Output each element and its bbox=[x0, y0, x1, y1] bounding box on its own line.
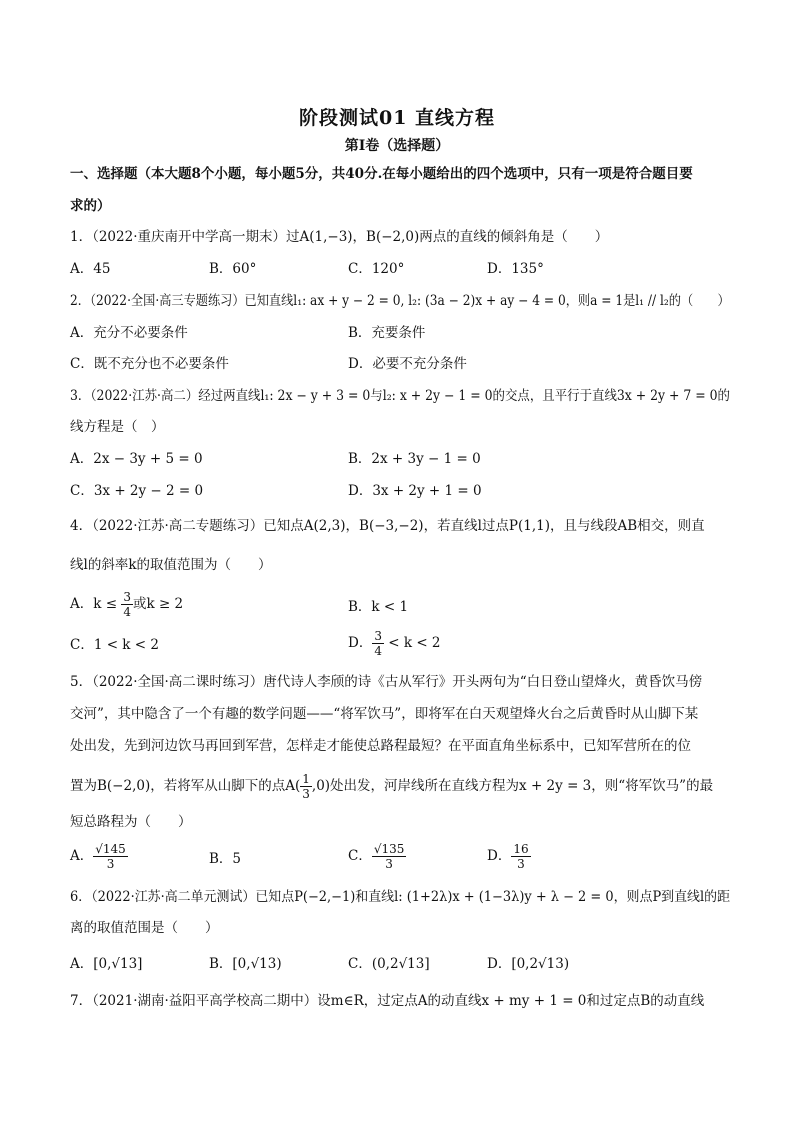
q5-stem-cont-1: 交河”，其中隐含了一个有趣的数学问题——“将军饮马”，即将军在白天观望烽火台之后黄昏时从山脚下某 bbox=[70, 706, 699, 722]
q1-option-d: D．135° bbox=[487, 261, 544, 277]
page-title: 阶段测试01 直线方程 bbox=[298, 107, 496, 129]
q4-stem: 4．（2022·江苏·高二专题练习）已知点A(2,3)，B(−3,−2)，若直线l过点P(1,1)，且与线段AB相交，则直 bbox=[70, 518, 705, 534]
q5-option-b: B．5 bbox=[209, 851, 242, 867]
q5-stem-cont-4: 短总路程为（ ） bbox=[70, 814, 192, 830]
q3-stem: 3．（2022·江苏·高二）经过两直线l₁: 2x − y + 3 = 0与l₂: x + 2y − 1 = 0的交点，且平行于直线3x + 2y + 7 = 0的 bbox=[70, 388, 730, 404]
q3-option-a: A．2x − 3y + 5 = 0 bbox=[70, 451, 203, 467]
section-heading-cont: 求的） bbox=[70, 198, 111, 214]
fraction: $\frac{3}{4}$ bbox=[374, 629, 382, 658]
q2-option-b: B．充要条件 bbox=[348, 325, 426, 341]
fraction: $\frac{1}{3}$ bbox=[302, 772, 310, 801]
q3-option-d: D．3x + 2y + 1 = 0 bbox=[348, 483, 482, 499]
q6-stem: 6．（2022·江苏·高二单元测试）已知点P(−2,−1)和直线l: (1+2λ)x + (1−3λ)y + λ − 2 = 0，则点P到直线l的距 bbox=[70, 889, 731, 905]
q1-stem: 1．（2022·重庆南开中学高一期末）过A(1,−3)，B(−2,0)两点的直线的倾斜角是（ ） bbox=[70, 229, 609, 245]
q3-stem-cont: 线方程是（ ） bbox=[70, 419, 165, 435]
q3-option-c: C．3x + 2y − 2 = 0 bbox=[70, 483, 204, 499]
q1-option-c: C．120° bbox=[348, 261, 405, 277]
fraction: $\frac{√135}{3}$ bbox=[373, 842, 405, 871]
q6-stem-cont: 离的取值范围是（ ） bbox=[70, 920, 219, 936]
q5-option-a: A． $\frac{√145}{3}$ bbox=[70, 842, 126, 871]
q5-stem-cont-3: 置为B(−2,0)，若将军从山脚下的点A( $\frac{1}{3}$ ,0)处出发，河岸线所在直线方程为x + 2y = 3，则“将军饮马”的最 bbox=[70, 772, 714, 801]
q2-option-a: A．充分不必要条件 bbox=[70, 325, 188, 341]
q7-stem: 7．（2021·湖南·益阳平高学校高二期中）设m∈R，过定点A的动直线x + my + 1 = 0和过定点B的动直线 bbox=[70, 993, 705, 1009]
q6-option-b: B．[0,√13) bbox=[209, 956, 282, 972]
q6-option-d: D．[0,2√13) bbox=[487, 956, 570, 972]
fraction: $\frac{3}{4}$ bbox=[123, 590, 131, 619]
fraction: $\frac{√145}{3}$ bbox=[95, 842, 126, 871]
q4-option-a: A．k ≤ $\frac{3}{4}$ 或k ≥ 2 bbox=[70, 590, 184, 619]
q3-option-b: B．2x + 3y − 1 = 0 bbox=[348, 451, 481, 467]
q2-option-d: D．必要不充分条件 bbox=[348, 356, 467, 372]
q4-option-b: B．k < 1 bbox=[348, 599, 409, 615]
q5-option-d: D． $\frac{16}{3}$ bbox=[487, 842, 529, 871]
q5-stem-cont-2: 处出发，先到河边饮马再回到军营，怎样走才能使总路程最短？在平面直角坐标系中，已知军营所在的位 bbox=[70, 738, 691, 754]
q5-option-c: C． $\frac{√135}{3}$ bbox=[348, 842, 405, 871]
q2-option-c: C．既不充分也不必要条件 bbox=[70, 356, 229, 372]
section-heading: 一、选择题（本大题8个小题，每小题5分，共40分.在每小题给出的四个选项中，只有一项是符合题目要 bbox=[70, 166, 693, 182]
q1-option-a: A．45 bbox=[70, 261, 111, 277]
q1-option-b: B．60° bbox=[209, 261, 257, 277]
q4-option-d: D． $\frac{3}{4}$ < k < 2 bbox=[348, 629, 441, 658]
q4-option-c: C．1 < k < 2 bbox=[70, 637, 159, 653]
q2-stem: 2．（2022·全国·高三专题练习）已知直线l₁: ax + y − 2 = 0, l₂: (3a − 2)x + ay − 4 = 0，则a = 1是l₁ // l₂的（ ） bbox=[70, 293, 730, 309]
q6-option-a: A．[0,√13] bbox=[70, 956, 143, 972]
fraction: $\frac{16}{3}$ bbox=[513, 842, 529, 871]
page-subtitle: 第I卷（选择题） bbox=[344, 138, 450, 154]
q4-stem-cont: 线l的斜率k的取值范围为（ ） bbox=[70, 557, 272, 573]
q6-option-c: C．(0,2√13] bbox=[348, 956, 430, 972]
q5-stem: 5．（2022·全国·高二课时练习）唐代诗人李颀的诗《古从军行》开头两句为“白日登山望烽火，黄昏饮马傍 bbox=[70, 674, 703, 690]
